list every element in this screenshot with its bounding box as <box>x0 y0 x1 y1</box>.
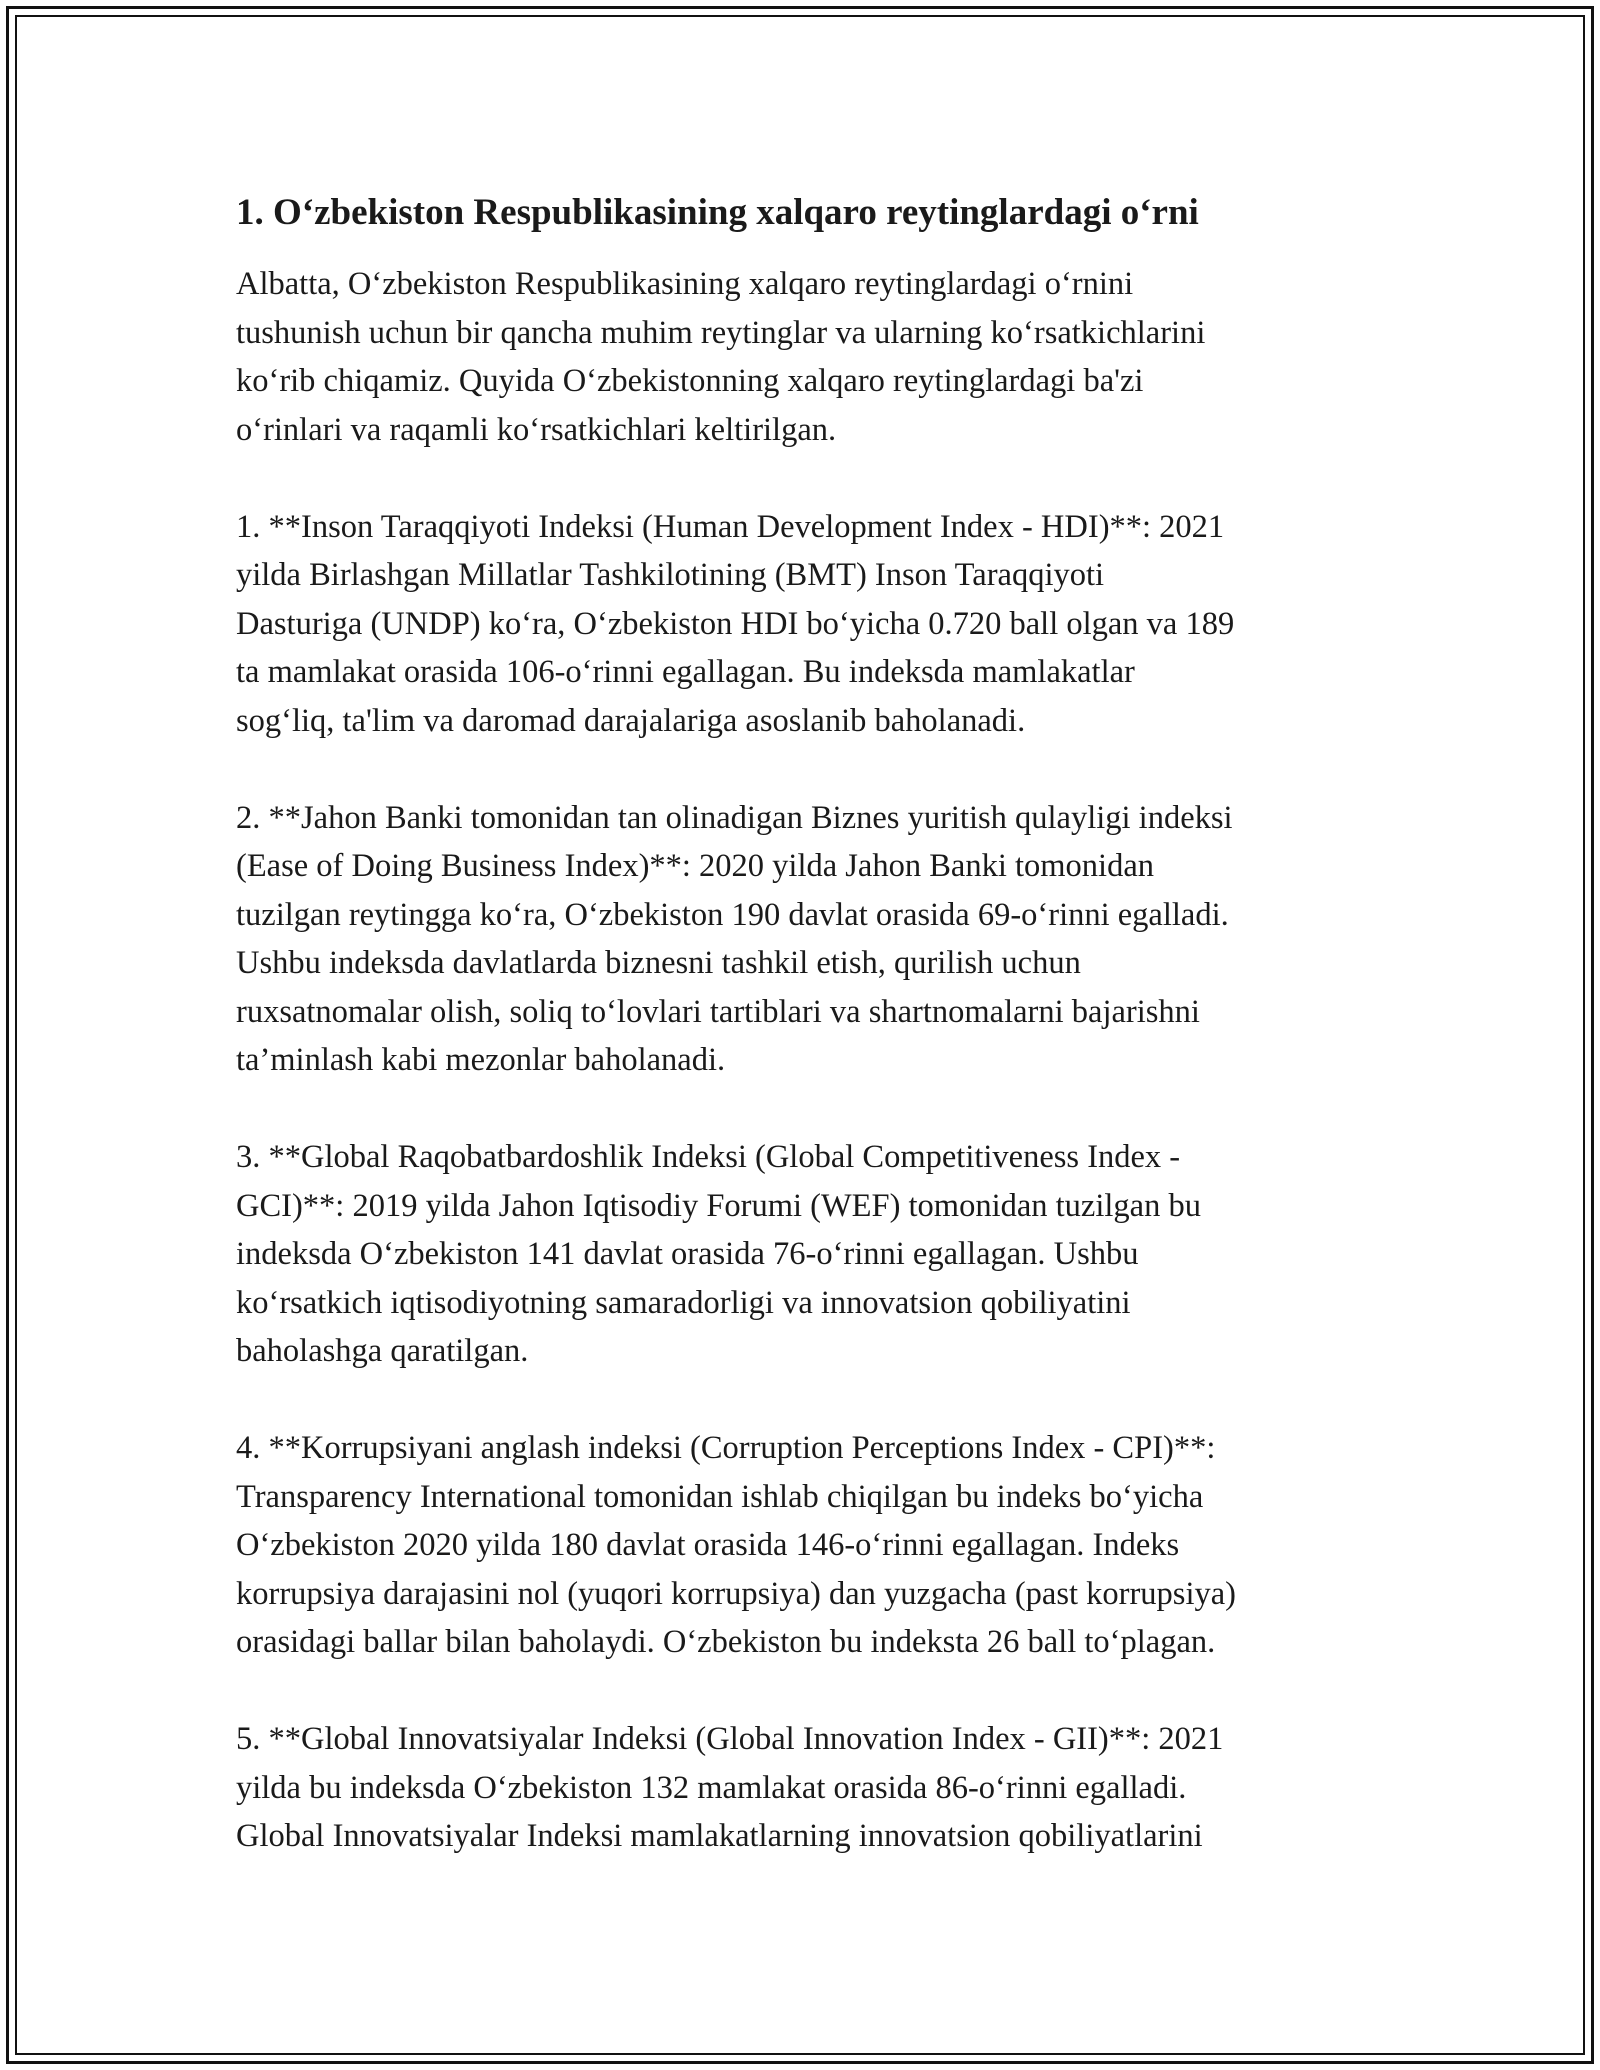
text-line: 1. **Inson Taraqqiyoti Indeksi (Human Development Index - HDI)**: 2021 <box>236 508 1225 545</box>
text-line: yilda Birlashgan Millatlar Tashkilotining (BMT) Inson Taraqqiyoti <box>236 557 1105 593</box>
text-line: baholashga qaratilgan. <box>236 1333 529 1369</box>
text-line: 3. **Global Raqobatbardoshlik Indeksi (Global Competitiveness Index - <box>236 1139 1181 1175</box>
text-line: Global Innovatsiyalar Indeksi mamlakatlarning innovatsion qobiliyatlarini <box>236 1818 1203 1854</box>
text-line: 2. **Jahon Banki tomonidan tan olinadigan Biznes yuritish qulayligi indeksi <box>236 799 1233 836</box>
text-line: orasidagi ballar bilan baholaydi. O‘zbekiston bu indeksta 26 ball to‘plagan. <box>236 1624 1216 1660</box>
text-line: (Ease of Doing Business Index)**: 2020 yilda Jahon Banki tomonidan <box>236 848 1154 884</box>
text-line: Albatta, O‘zbekiston Respublikasining xalqaro reytinglardagi o‘rnini <box>236 266 1134 302</box>
text-line: ta mamlakat orasida 106-o‘rinni egallagan. Bu indeksda mamlakatlar <box>236 654 1135 690</box>
text-line: tuzilgan reytingga ko‘ra, O‘zbekiston 190 davlat orasida 69-o‘rinni egalladi. <box>236 896 1229 933</box>
text-line: GCI)**: 2019 yilda Jahon Iqtisodiy Forumi (WEF) tomonidan tuzilgan bu <box>236 1187 1201 1224</box>
intro-paragraph <box>236 260 1386 454</box>
text-line: korrupsiya darajasini nol (yuqori korrupsiya) dan yuzgacha (past korrupsiya) <box>236 1575 1236 1612</box>
text-line: ko‘rsatkich iqtisodiyotning samaradorligi va innovatsion qobiliyatini <box>236 1284 1131 1321</box>
text-line: tushunish uchun bir qancha muhim reytinglar va ularning ko‘rsatkichlarini <box>236 314 1206 351</box>
text-line: Transparency International tomonidan ishlab chiqilgan bu indeks bo‘yicha <box>236 1478 1204 1515</box>
text-line: yilda bu indeksda O‘zbekiston 132 mamlakat orasida 86-o‘rinni egalladi. <box>236 1769 1187 1806</box>
text-line: Ushbu indeksda davlatlarda biznesni tashkil etish, qurilish uchun <box>236 945 1081 981</box>
hdi-paragraph <box>236 503 1386 746</box>
text-line: 4. **Korrupsiyani anglash indeksi (Corruption Perceptions Index - CPI)**: <box>236 1430 1216 1466</box>
text-line: ruxsatnomalar olish, soliq to‘lovlari tartiblari va shartnomalarni bajarishni <box>236 993 1200 1030</box>
section-heading: 1. O‘zbekiston Respublikasining xalqaro reytinglardagi o‘rni <box>236 192 1199 233</box>
text-line: 5. **Global Innovatsiyalar Indeksi (Global Innovation Index - GII)**: 2021 <box>236 1721 1224 1757</box>
text-line: ko‘rib chiqamiz. Quyida O‘zbekistonning xalqaro reytinglardagi ba'zi <box>236 363 1144 399</box>
doing-business-paragraph <box>236 794 1386 1085</box>
text-line: indeksda O‘zbekiston 141 davlat orasida 76-o‘rinni egallagan. Ushbu <box>236 1236 1139 1272</box>
text-line: ta’minlash kabi mezonlar baholanadi. <box>236 1042 726 1078</box>
text-line: O‘zbekiston 2020 yilda 180 davlat orasida 146-o‘rinni egallagan. Indeks <box>236 1527 1180 1563</box>
gci-paragraph <box>236 1133 1386 1376</box>
gii-paragraph <box>236 1715 1386 1861</box>
text-line: o‘rinlari va raqamli ko‘rsatkichlari keltirilgan. <box>236 411 837 448</box>
cpi-paragraph <box>236 1424 1386 1667</box>
text-line: Dasturiga (UNDP) ko‘ra, O‘zbekiston HDI bo‘yicha 0.720 ball olgan va 189 <box>236 605 1235 642</box>
text-line: sog‘liq, ta'lim va daromad darajalariga asoslanib baholanadi. <box>236 702 1026 739</box>
document-body <box>236 186 1386 1861</box>
